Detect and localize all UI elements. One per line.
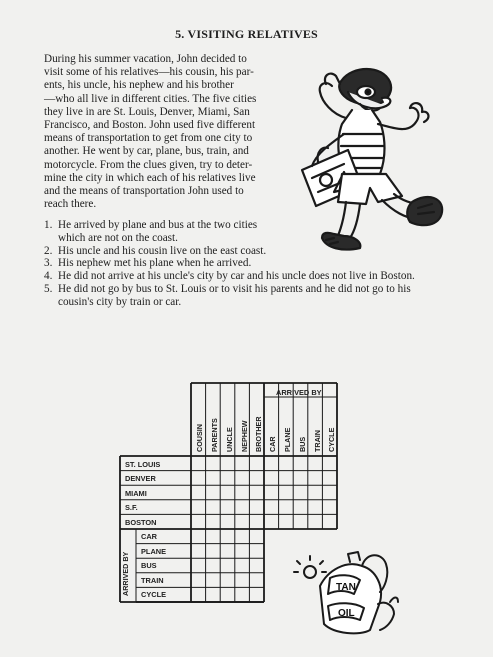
- intro-line: mine the city in which each of his relatives live: [44, 171, 256, 184]
- can-label-bottom: OIL: [338, 608, 355, 619]
- row-label-plane: PLANE: [141, 547, 167, 556]
- clue-text: He did not arrive at his uncle's city by car and his uncle does not live in Boston.: [58, 270, 415, 283]
- arrived-by-header: ARRIVED BY: [276, 388, 322, 397]
- clue-text: He did not go by bus to St. Louis or to visit his parents and he did not go to his cousin's city by train or car.: [58, 282, 411, 308]
- row-label-miami: MIAMI: [125, 489, 147, 498]
- intro-line: —who all live in different cities. The five cities: [44, 92, 257, 105]
- intro-line: Francisco, and Boston. John used five different: [44, 119, 256, 132]
- column-label-car: CAR: [268, 436, 277, 452]
- intro-line: reach there.: [44, 198, 97, 211]
- intro-line: motorcycle. From the clues given, try to deter-: [44, 158, 253, 171]
- column-label-parents: PARENTS: [210, 418, 219, 452]
- intro-line: and the means of transportation John used to: [44, 185, 244, 198]
- clue-number: 4.: [44, 270, 53, 283]
- intro-line: visit some of his relatives—his cousin, his par-: [44, 66, 254, 79]
- intro-line: means of transportation to get from one city to: [44, 132, 253, 145]
- clue-number: 2.: [44, 244, 53, 257]
- row-label-st-louis: ST. LOUIS: [125, 460, 161, 469]
- clue-number: 3.: [44, 257, 53, 270]
- row-label-car: CAR: [141, 532, 158, 541]
- clue-text: He arrived by plane and bus at the two cities which are not on the coast.: [58, 219, 258, 244]
- intro-line: another. He went by car, plane, bus, train, and: [44, 145, 249, 158]
- clue-number: 5.: [44, 282, 53, 295]
- column-label-bus: BUS: [298, 436, 307, 452]
- column-label-nephew: NEPHEW: [240, 420, 249, 452]
- column-label-cousin: COUSIN: [195, 424, 204, 452]
- row-label-cycle: CYCLE: [141, 590, 167, 599]
- column-label-train: TRAIN: [313, 430, 322, 452]
- intro-line: they live in are St. Louis, Denver, Miami, San: [44, 105, 250, 118]
- column-label-brother: BROTHER: [254, 416, 263, 452]
- column-label-cycle: CYCLE: [327, 427, 336, 452]
- can-label-top: TAN: [336, 582, 356, 593]
- column-label-plane: PLANE: [283, 427, 292, 452]
- row-label-boston: BOSTON: [125, 518, 157, 527]
- row-label-bus: BUS: [141, 561, 157, 570]
- side-arrived-by-header: ARRIVED BY: [121, 551, 130, 596]
- oil-can-icon: [290, 544, 400, 639]
- row-label-denver: DENVER: [125, 474, 156, 483]
- clue-text: His nephew met his plane when he arrived.: [58, 257, 252, 270]
- intro-line: ents, his uncle, his nephew and his brother: [44, 79, 234, 92]
- clue-text: His uncle and his cousin live on the east coast.: [58, 244, 267, 257]
- page-title: 5. VISITING RELATIVES: [175, 27, 318, 41]
- row-label-sf: S.F.: [125, 503, 138, 512]
- intro-line: During his summer vacation, John decided to: [44, 53, 247, 65]
- row-label-train: TRAIN: [141, 576, 164, 585]
- column-label-uncle: UNCLE: [225, 427, 234, 452]
- clue-number: 1.: [44, 219, 53, 231]
